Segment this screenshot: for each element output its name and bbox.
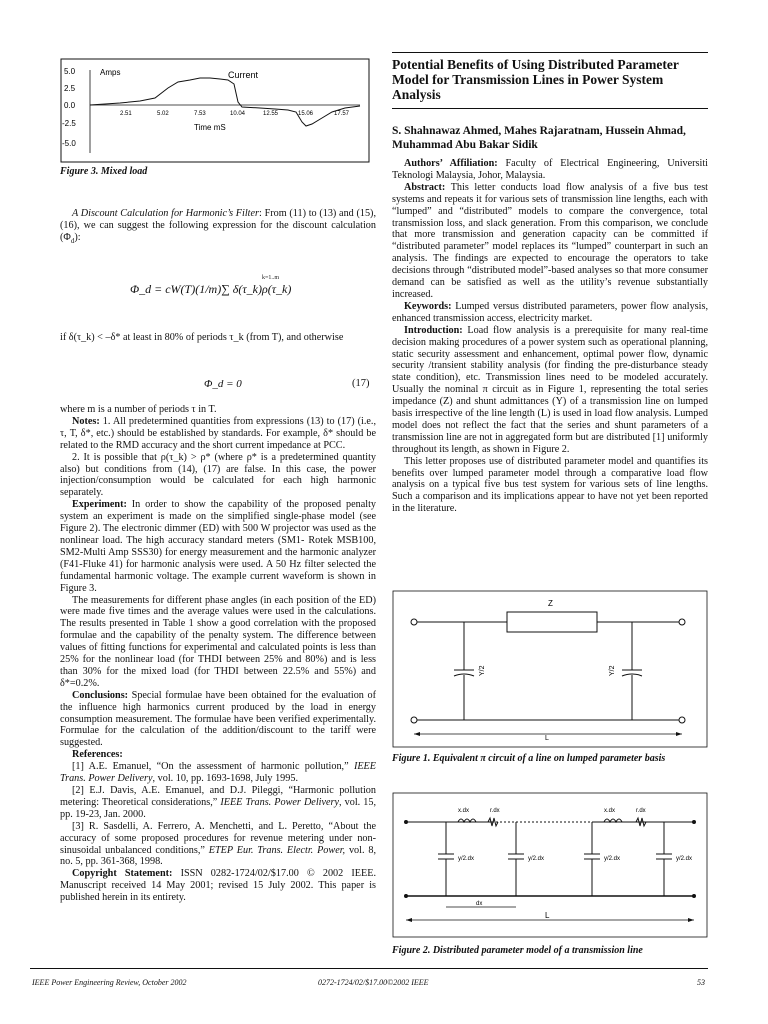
label-y-right: Y/2 (609, 665, 616, 676)
y-tick: 0.0 (64, 101, 76, 110)
x-axis-label: Time mS (194, 123, 226, 132)
conclusions: Conclusions: Special formulae have been obtained for the evaluation of the influence high harmonics current produced by the load in energy consumption measurement. The formulae have been verified experimentally. Formulae for the calculation of the addition/discount to the tariff were suggested. (60, 689, 376, 749)
label-xdx: x.dx (458, 808, 470, 814)
y-tick: 2.5 (64, 84, 76, 93)
footer-issn: 0272-1724/02/$17.00©2002 IEEE (318, 978, 429, 987)
label-l2: L (545, 911, 550, 920)
x-tick: 12.55 (263, 111, 279, 117)
copyright: Copyright Statement: ISSN 0282-1724/02/$17.00 © 2002 IEEE. Manuscript received 14 May 2001; revised 15 July 2002. This paper is published herein in its entirety. (60, 868, 376, 904)
page-number: 53 (697, 978, 705, 987)
keywords: Keywords: Lumped versus distributed parameters, power flow analysis, enhanced transmission access, electricity market. (392, 300, 708, 324)
left-column-intro: A Discount Calculation for Harmonic’s Filter: From (11) to (13) and (15), (16), we can suggest the following expression for the discount calculation $(\Phi_d)$: (60, 208, 376, 245)
introduction-2: This letter proposes use of distributed parameter model and quantifies its benefits over lumped parameter model through a comparative load flow analysis on a typical five bus test system for various sets of line lengths. Such a comparison and its implications appear to have not yet been reported in the literature. (392, 455, 708, 515)
label-z: Z (548, 599, 553, 608)
x-tick: 5.02 (157, 111, 169, 117)
x-tick: 2.51 (120, 111, 132, 117)
label-ydx-3: y/2.dx (604, 856, 621, 862)
reference-1: [1] A.E. Emanuel, “On the assessment of harmonic pollution,” IEEE Trans. Power Delivery, vol. 10, pp. 1693-1698, July 1995. (60, 761, 376, 785)
label-ydx-4: y/2.dx (676, 856, 693, 862)
footer-journal: IEEE Power Engineering Review, October 2002 (32, 978, 187, 987)
y-tick: 5.0 (64, 67, 76, 76)
x-tick: 17.57 (334, 111, 350, 117)
figure-1-caption: Figure 1. Equivalent π circuit of a line on lumped parameter basis (392, 753, 666, 764)
x-tick: 10.04 (230, 111, 246, 117)
equation-2-number: (17) (352, 378, 370, 389)
figure-3 (60, 58, 370, 163)
y-axis-label: Amps (100, 68, 121, 77)
right-column-body (392, 158, 708, 515)
series-impedance (507, 612, 597, 632)
label-rdx: r.dx (490, 808, 500, 814)
references-heading: References: (72, 749, 123, 761)
figure-2 (392, 792, 708, 938)
equation-2: Φ_d = 0 (204, 378, 242, 390)
notes-1: Notes: 1. All predetermined quantities from expressions (13) to (17) (i.e., τ, T, δ*, etc.) should be established by standards. For example, δ* should be related to the RMD accuracy and the short current impedance at PCC. (60, 415, 376, 451)
figure-3-caption: Figure 3. Mixed load (60, 166, 148, 177)
experiment: Experiment: In order to show the capability of the proposed penalty system an experiment is made on the simplified single-phase model (see Figure 2). The electronic dimmer (ED) with 500 W projector was used as the nonlinear load. The high accuracy standard meters (SM1- Rotek MSB100, SM2-Multi Amp SSS30) for energy measurement and the harmonic analyzer (F41-Fluke 41) for harmonic analysis were used. A 50 Hz filter selected the fundamental harmonic voltage. The example current waveform is shown in Figure 3. (60, 499, 376, 594)
label-l: L (545, 735, 549, 742)
if-line: if δ(τ_k) < –δ* at least in 80% of periods τ_k (from T), and otherwise (60, 332, 344, 343)
x-tick: 7.53 (194, 111, 206, 117)
reference-3: [3] R. Sasdelli, A. Ferrero, A. Menchetti, and L. Peretto, “About the accuracy of some proposed procedures for revenue metering under non-sinusoidal unbalanced conditions,” ETEP Eur. Trans. Electr. Power, vol. 8, no. 5, pp. 361-368, 1998. (60, 820, 376, 868)
y-tick: -2.5 (62, 119, 76, 128)
plot-title: Current (228, 70, 259, 80)
title-rule-bottom (392, 108, 708, 109)
abstract: Abstract: This letter conducts load flow analysis of a five bus test systems and repeats it for various sets of transmission line lengths, each with “lumped” and “distributed” models to compare the convergence, total transmission loss, and slack generation. From this comparison, we conclude that more transmission and generation capacity can be committed if “distributed parameter” model replaces its “lumped” counterpart in such an analysis. The findings are expected to encourage the operators to take decisions through “distributed model”-based analyses so that more consumer demand can be satisfied as well as the utility’s revenue substantially increased. (392, 181, 708, 300)
paper-title: Potential Benefits of Using Distributed Parameter Model for Transmission Lines in Power System Analysis (392, 57, 679, 102)
label-xdx-2: x.dx (604, 808, 616, 814)
figure-1 (392, 590, 708, 748)
title-rule (392, 52, 708, 53)
x-tick: 15.06 (298, 111, 314, 117)
affiliation: Authors’ Affiliation: Faculty of Electrical Engineering, Universiti Teknologi Malaysia, Johor, Malaysia. (392, 158, 708, 181)
label-y-left: Y/2 (479, 665, 486, 676)
left-column-body (60, 404, 376, 904)
label-dx: dx (476, 901, 483, 907)
label-ydx-2: y/2.dx (528, 856, 545, 862)
footer-rule (30, 968, 708, 969)
figure-3-plot (60, 58, 370, 163)
label-ydx: y/2.dx (458, 856, 475, 862)
where-line: where m is a number of periods τ in T. (60, 404, 217, 415)
discount-heading: A Discount Calculation for Harmonic’s Filter (72, 208, 260, 219)
figure-2-caption: Figure 2. Distributed parameter model of a transmission line (392, 945, 643, 956)
introduction: Introduction: Load flow analysis is a prerequisite for many real-time decision making procedures of a power system such as operational planning, static security assessment and enhancement, optimal power flow, dynamic security /transient stability analysis (for finding the pre-disturbance steady state condition), etc. Transmission lines need to be modeled accurately. Usually the nominal π circuit as in Figure 1, representing the total series impedance (Z) and shunt admittances (Y) of a transmission line on lumped basis irrespective of the line length (L) is used in load flow analysis. Lumped model does not reflect the fact that the series and shunt parameters of a transmission line are not in aggregated form but are distributed [1] uniformly throughout its length, as shown in Figure 2. (392, 324, 708, 455)
notes-2: 2. It is possible that ρ(τ_k) > ρ* (where ρ* is a predetermined quantity also) but conditions from (14), (17) are false. In this case, the power injection/consumption would be calculated for each high harmonic separately. (60, 451, 376, 499)
figure-2-circuit (392, 792, 708, 938)
measurements: The measurements for different phase angles (in each position of the ED) were made five times and the average values were used in the calculations. The results presented in Table 1 show a good correlation with the proposed formulae and the capability of the penalty system. The difference between values of fitting functions for experimental and calculated points is less than 25% for the nonlinear load (for THDI between 25% and 80%) and is less than 30% for the mixed load (for THDI between 22.5% and 55%) and δ*=0.2%. (60, 594, 376, 689)
figure-1-circuit (392, 590, 708, 748)
label-rdx-2: r.dx (636, 808, 646, 814)
equation-1-sum-range: k=1..m (262, 275, 280, 281)
equation-1: Φ_d = cW(T)(1/m)∑ δ(τ_k)ρ(τ_k) (130, 282, 292, 296)
authors: S. Shahnawaz Ahmed, Mahes Rajaratnam, Hussein Ahmad, Muhammad Abu Bakar Sidik (392, 125, 686, 151)
reference-2: [2] E.J. Davis, A.E. Emanuel, and D.J. Pileggi, “Harmonic pollution metering: Theoretical considerations,” IEEE Trans. Power Delivery, vol. 15, pp. 19-23, Jan. 2000. (60, 785, 376, 820)
y-tick: -5.0 (62, 139, 76, 148)
current-waveform (90, 78, 360, 126)
